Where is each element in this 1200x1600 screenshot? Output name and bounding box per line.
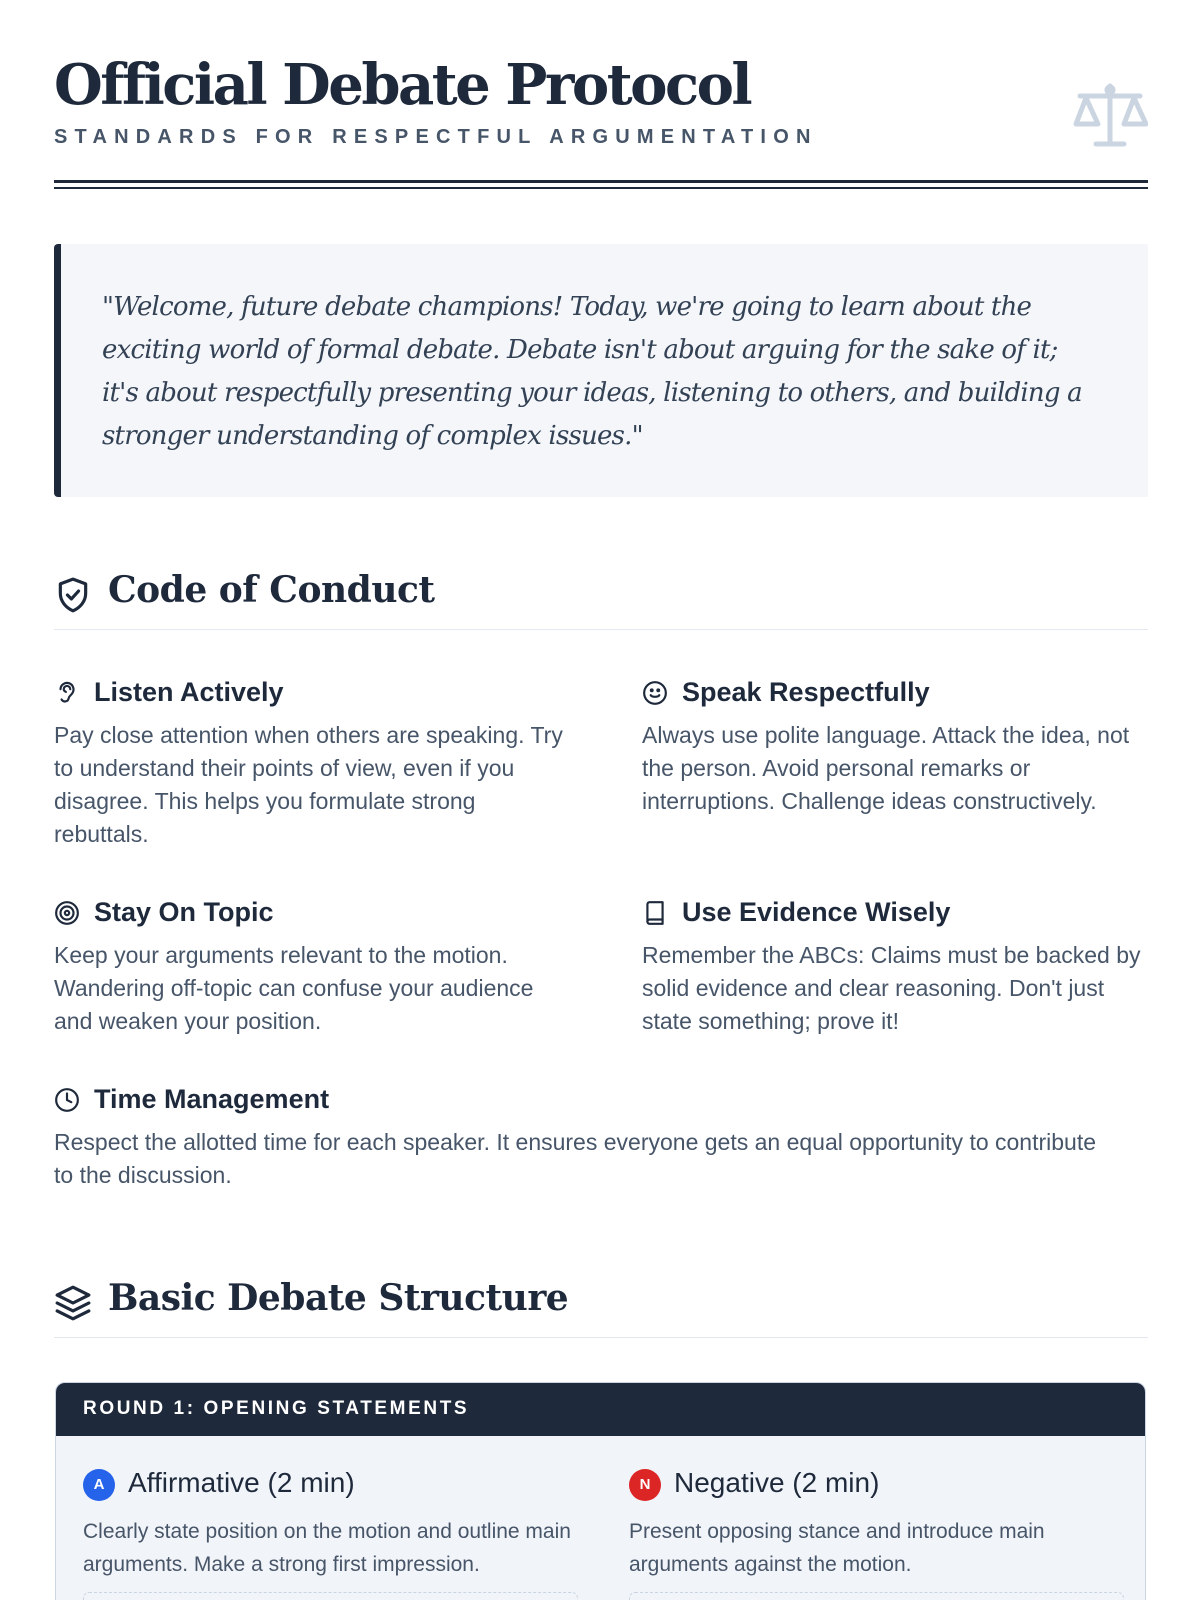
section-structure-title: Basic Debate Structure [108,1277,569,1319]
negative-title: Negative (2 min) [674,1467,880,1498]
header-rule [54,180,1148,183]
clock-icon [54,1087,80,1113]
round-label: ROUND 1: OPENING STATEMENTS [83,1398,470,1419]
layers-icon [54,1284,92,1322]
round-card [55,1382,1146,1600]
conduct-item-title: Time Management [94,1084,330,1114]
target-icon [54,900,80,926]
conduct-item-title: Stay On Topic [94,897,274,927]
ear-icon [54,680,80,706]
conduct-item-body: Remember the ABCs: Claims must be backed by solid evidence and clear reasoning. Don't just state something; prove it! [642,942,1141,1034]
conduct-item-title: Use Evidence Wisely [682,897,951,927]
conduct-item-body: Keep your arguments relevant to the motion. Wandering off-topic can confuse your audience and weaken your position. [54,942,534,1034]
section-conduct-title: Code of Conduct [108,569,435,611]
scale-balance-icon [1072,80,1148,150]
conduct-item-title: Listen Actively [94,677,284,707]
affirmative-badge: A [83,1469,115,1501]
header-rule-thin [54,187,1148,189]
negative-body: Present opposing stance and introduce main arguments against the motion. [629,1520,1045,1576]
conduct-item-title: Speak Respectfully [682,677,930,707]
shield-check-icon [54,576,92,614]
section-conduct-heading [54,560,1148,630]
conduct-item-body: Always use polite language. Attack the idea, not the person. Avoid personal remarks or interruptions. Challenge ideas constructively. [642,722,1130,814]
affirmative-body: Clearly state position on the motion and outline main arguments. Make a strong first impression. [83,1520,571,1576]
section-structure-heading [54,1268,1148,1338]
conduct-item-body: Pay close attention when others are speaking. Try to understand their points of view, even if you disagree. This helps you formulate strong rebuttals. [54,722,563,847]
smile-icon [642,680,668,706]
header [54,0,1148,192]
page-subtitle: STANDARDS FOR RESPECTFUL ARGUMENTATION [54,126,818,148]
page [54,0,1148,1576]
affirmative-title: Affirmative (2 min) [128,1467,355,1498]
negative-badge: N [629,1469,661,1501]
negative-notes-box [629,1592,1124,1600]
conduct-item-body: Respect the allotted time for each speaker. It ensures everyone gets an equal opportunity to contribute to the discussion. [54,1129,1097,1188]
page-title: Official Debate Protocol [54,52,751,118]
book-icon [642,900,668,926]
welcome-quote [54,244,1148,497]
affirmative-notes-box [83,1592,578,1600]
welcome-quote-text: "Welcome, future debate champions! Today, we're going to learn about the exciting world of formal debate. Debate isn't about arguing for the sake of it; it's about respectfully presenting your ideas, listening to others, and building a stronger understanding of complex issues." [102,292,1082,451]
round-header [56,1383,1145,1436]
